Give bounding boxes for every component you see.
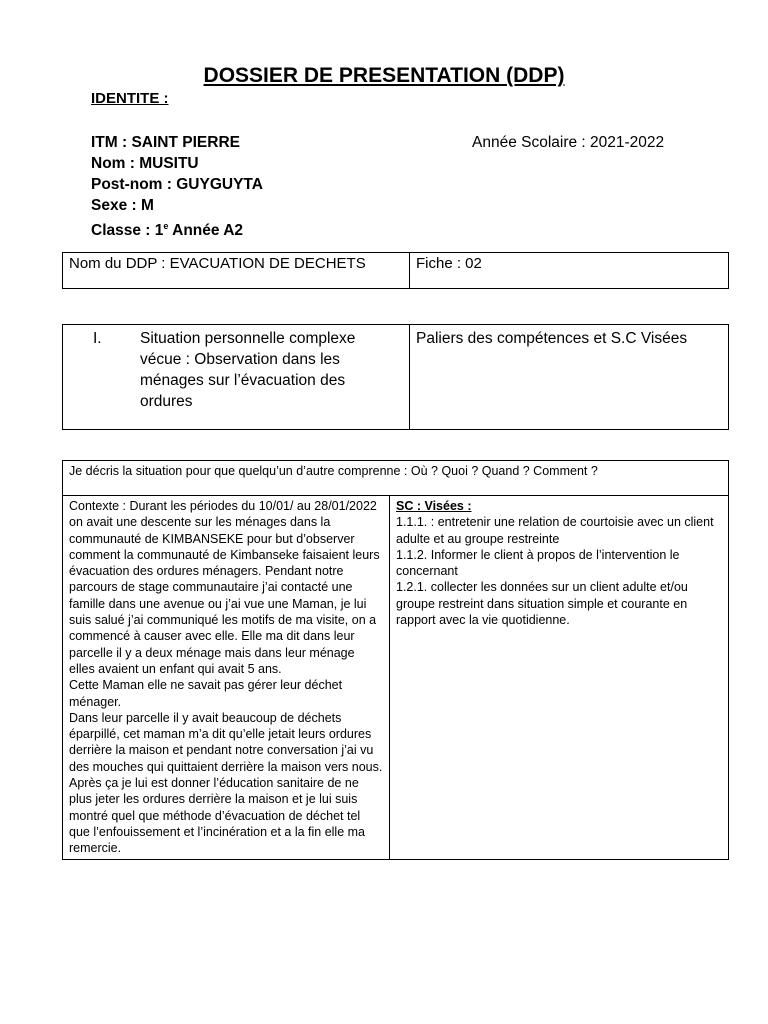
itm-line: ITM : SAINT PIERRE <box>91 134 240 151</box>
description-table <box>62 460 729 860</box>
sc-item: 1.1.2. Informer le client à propos de l’intervention le concernant <box>396 547 680 579</box>
situation-table <box>62 324 729 430</box>
description-header-cell: Je décris la situation pour que quelqu’un d’autre comprenne : Où ? Quoi ? Quand ? Comment ? <box>63 461 729 496</box>
classe-text: Classe : 1 <box>91 222 164 240</box>
section-number: I. <box>93 330 102 347</box>
contexte-paragraph: Cette Maman elle ne savait pas gérer leur déchet ménager. <box>69 678 343 709</box>
nom-ddp-cell: Nom du DDP : EVACUATION DE DECHETS <box>63 253 410 289</box>
school-year: Année Scolaire : 2021-2022 <box>472 134 665 151</box>
fiche-cell: Fiche : 02 <box>410 253 729 289</box>
sc-item: 1.1.1. : entretenir une relation de courtoisie avec un client adulte et au groupe restreinte <box>396 515 714 546</box>
page-title: DOSSIER DE PRESENTATION (DDP) <box>203 64 565 87</box>
table-row <box>63 496 729 860</box>
situation-text: Situation personnelle complexe vécue : Observation dans les ménages sur l’évacuation des ordures <box>140 330 356 410</box>
table-row <box>63 253 729 289</box>
paliers-cell: Paliers des compétences et S.C Visées <box>410 325 729 430</box>
contexte-cell <box>63 496 390 860</box>
postnom-line: Post-nom : GUYGUYTA <box>91 176 263 193</box>
nom-line: Nom : MUSITU <box>91 155 199 172</box>
situation-cell <box>63 325 410 430</box>
classe-suffix: Année A2 <box>168 222 244 240</box>
table-row <box>63 325 729 430</box>
ddp-info-table <box>62 252 729 289</box>
classe-superscript: e <box>163 221 169 231</box>
table-row <box>63 461 729 496</box>
contexte-paragraph: Dans leur parcelle il y avait beaucoup de déchets éparpillé, cet maman m’a dit qu’elle jetait leurs ordures derrière la maison et pendant notre conversation j’ai vu des mouches qui quittaient derrière la maison vers nous. Après ça je lui est donner l’éducation sanitaire de ne plus jeter les ordures derrière la maison et je lui suis montré quel que méthode d’évacuation de déchet tel que l’enfouissement et l’incinération et a la fin elle ma remercie. <box>69 710 383 856</box>
identite-label: IDENTITE : <box>91 90 169 107</box>
sc-visees-cell <box>390 496 729 860</box>
sc-item: 1.2.1. collecter les données sur un client adulte et/ou groupe restreint dans situation simple et courante en rapport avec la vie quotidienne. <box>396 580 688 628</box>
sc-visees-heading: SC : Visées : <box>396 499 472 513</box>
contexte-paragraph: Contexte : Durant les périodes du 10/01/ au 28/01/2022 on avait une descente sur les ménages dans la communauté de KIMBANSEKE pour but d’observer comment la communauté de Kimbanseke faisaient leurs évacuation des ordures ménagers. Pendant notre parcours de stage communautaire j’ai contacté une famille dans une avenue ou j’ai vue une Maman, je lui suis salué j’ai communiqué les motifs de ma visite, on a commencé à causer avec elle. Elle ma dit dans leur parcelle il y a deux ménage mais dans leur ménage elles avaient un enfant qui avait 5 ans. <box>69 499 380 676</box>
classe-line <box>91 216 243 241</box>
sexe-line: Sexe : M <box>91 197 154 214</box>
